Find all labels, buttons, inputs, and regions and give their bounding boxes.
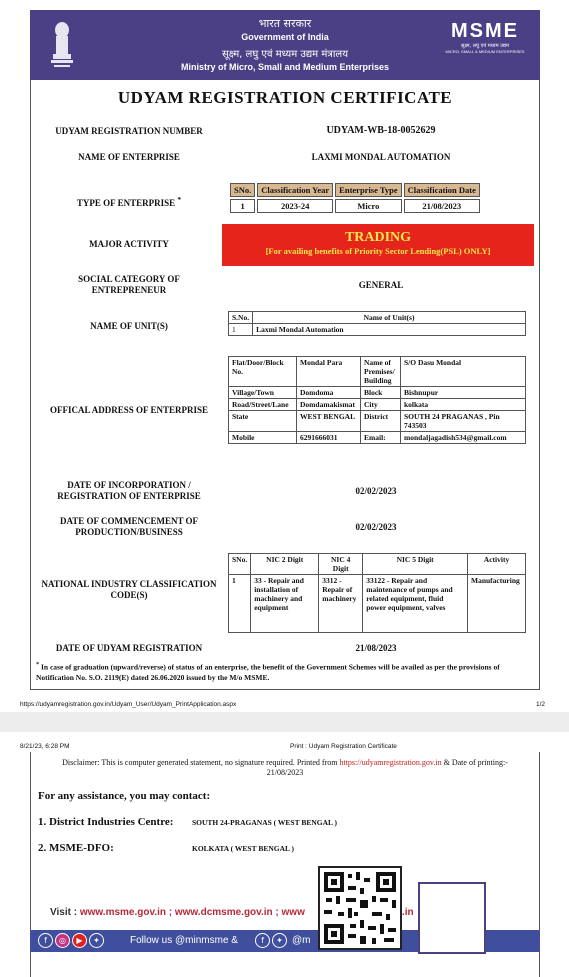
twitter-icon[interactable]: ✦ [272, 933, 287, 948]
commencement-date: 02/02/2023 [355, 522, 397, 532]
major-activity-banner [222, 224, 534, 266]
table-cell: 33122 - Repair and maintenance of pumps and related equipment, fluid power equipment, valves [363, 575, 468, 633]
msme-logo-tag-hindi: सूक्ष्म, लघु एवं मध्यम उद्यम [460, 43, 510, 49]
table-cell: Mobile [229, 432, 297, 444]
table-cell: Bishnupur [401, 387, 526, 399]
enterprise-name-value: LAXMI MONDAL AUTOMATION [311, 152, 451, 162]
enterprise-type-footnote-mark: * [177, 195, 182, 204]
table-header-cell: Enterprise Type [335, 183, 401, 197]
assistance-heading: For any assistance, you may contact: [38, 790, 211, 802]
table-cell: Manufacturing [468, 575, 526, 633]
footnote-mark: * [36, 661, 40, 668]
enterprise-type-label-text: TYPE OF ENTERPRISE [76, 198, 176, 208]
dfo-value: KOLKATA ( WEST BENGAL ) [192, 844, 294, 853]
graduation-footnote [36, 660, 536, 683]
table-cell: Road/Street/Lane [229, 399, 297, 411]
follow-text: Follow us @minmsme & [130, 935, 238, 946]
table-header-cell: Classification Date [404, 183, 480, 197]
table-cell: Mondal Para [297, 357, 361, 387]
table-cell: Laxmi Mondal Automation [253, 324, 526, 336]
incorporation-date: 02/02/2023 [355, 486, 397, 496]
gov-hindi-title: भारत सरकार [258, 17, 312, 30]
table-cell: Flat/Door/Block No. [229, 357, 297, 387]
instagram-icon[interactable]: ◎ [55, 933, 70, 948]
udyam-date-value: 21/08/2023 [355, 643, 397, 653]
social-icons-secondary [255, 933, 287, 948]
print-timestamp: 8/21/23, 6:28 PM [20, 743, 70, 750]
disclaimer-link[interactable]: https://udyamregistration.gov.in [339, 758, 442, 767]
registration-number-label: UDYAM REGISTRATION NUMBER [55, 126, 203, 136]
ministry-english-title: Ministry of Micro, Small and Medium Enterprises [180, 62, 390, 72]
table-cell: WEST BENGAL [297, 411, 361, 432]
msme-logo-text: MSME [451, 20, 519, 42]
table-header-cell: Classification Year [257, 183, 333, 197]
address-table [228, 356, 526, 444]
table-cell: 33 - Repair and installation of machinery and equipment [251, 575, 319, 633]
table-row [230, 199, 480, 213]
table-header-row [229, 554, 526, 575]
enterprise-name-label: NAME OF ENTERPRISE [78, 152, 180, 162]
qr-code-icon [320, 868, 400, 948]
table-cell: 6291666031 [297, 432, 361, 444]
dic-label: 1. District Industries Centre: [38, 816, 174, 828]
table-cell: Name of Premises/ Building [361, 357, 401, 387]
table-cell: S/O Dasu Mondal [401, 357, 526, 387]
registration-number-value: UDYAM-WB-18-0052629 [326, 125, 436, 136]
table-header-cell: NIC 4 Digit [319, 554, 363, 575]
table-cell: Block [361, 387, 401, 399]
table-cell: Village/Town [229, 387, 297, 399]
table-row [229, 575, 526, 633]
table-cell: Micro [335, 199, 401, 213]
table-header-cell: NIC 5 Digit [363, 554, 468, 575]
msme-logo [444, 20, 526, 54]
address-label: OFFICAL ADDRESS OF ENTERPRISE [50, 405, 208, 415]
disclaimer-date: 21/08/2023 [266, 768, 304, 777]
table-cell: SOUTH 24 PRAGANAS , Pin 743503 [401, 411, 526, 432]
table-cell: Email: [361, 432, 401, 444]
table-cell: 1 [229, 575, 251, 633]
visit-link-tail-text[interactable]: .in [402, 907, 414, 918]
table-cell: Domdoma [297, 387, 361, 399]
photo-placeholder [418, 882, 486, 954]
table-row [229, 432, 526, 444]
table-row [229, 324, 526, 336]
table-row [229, 399, 526, 411]
facebook-icon[interactable]: f [38, 933, 53, 948]
social-category-value: GENERAL [358, 280, 404, 290]
table-cell: District [361, 411, 401, 432]
facebook-icon[interactable]: f [255, 933, 270, 948]
units-table [228, 311, 526, 336]
certificate-page-2 [0, 732, 569, 977]
table-header-cell: Activity [468, 554, 526, 575]
gov-english-title: Government of India [241, 32, 329, 42]
udyam-date-label: DATE OF UDYAM REGISTRATION [55, 643, 203, 653]
table-cell: Domdamakismat [297, 399, 361, 411]
msme-logo-tag-english: MICRO, SMALL & MEDIUM ENTERPRISES [445, 49, 525, 54]
social-icons [38, 933, 104, 948]
table-header-cell: S.No. [229, 312, 253, 324]
ministry-hindi-title: सूक्ष्म, लघु एवं मध्यम उद्यम मंत्रालय [222, 49, 348, 60]
disclaimer [40, 758, 530, 778]
visit-link-tail [402, 907, 414, 918]
table-row [229, 411, 526, 432]
table-cell: 21/08/2023 [404, 199, 480, 213]
table-cell: 1 [229, 324, 253, 336]
twitter-icon[interactable]: ✦ [89, 933, 104, 948]
enterprise-type-table [228, 181, 482, 215]
table-row [229, 387, 526, 399]
page-number: 1/2 [535, 701, 545, 708]
table-header-cell: Name of Unit(s) [253, 312, 526, 324]
follow-tail: @m [292, 935, 311, 946]
visit-links[interactable]: www.msme.gov.in ; www.dcmsme.gov.in ; www [79, 907, 305, 918]
visit-label: Visit : [50, 907, 78, 918]
table-cell: mondaljagadish534@gmail.com [401, 432, 526, 444]
print-url: https://udyamregistration.gov.in/Udyam_User/Udyam_PrintApplication.aspx [20, 701, 237, 708]
disclaimer-date-label: & Date of printing:- [443, 758, 508, 767]
footnote-text: In case of graduation (upward/reverse) of status of an enterprise, the benefit of the Government Schemes will be availed as per the provisions of Notification No. S.O. 2119(E) dated 26.06.2020 issued by the M/o MSME. [36, 662, 500, 682]
gov-header-banner [30, 10, 540, 80]
table-header-row [229, 312, 526, 324]
disclaimer-text: Disclaimer: This is computer generated statement, no signature required. Printed from [62, 758, 338, 767]
print-title: Print : Udyam Registration Certificate [290, 743, 397, 750]
table-row [229, 357, 526, 387]
table-header-cell: NIC 2 Digit [251, 554, 319, 575]
certificate-title: UDYAM REGISTRATION CERTIFICATE [117, 88, 453, 107]
page-gap [0, 712, 569, 732]
social-category-label: SOCIAL CATEGORY OF ENTREPRENEUR [78, 274, 180, 295]
dfo-label: 2. MSME-DFO: [38, 842, 114, 854]
youtube-icon[interactable]: ▶ [72, 933, 87, 948]
table-cell: 2023-24 [257, 199, 333, 213]
major-activity-label: MAJOR ACTIVITY [89, 239, 169, 249]
table-cell: 1 [230, 199, 255, 213]
dic-value: SOUTH 24-PRAGANAS ( WEST BENGAL ) [192, 818, 337, 827]
table-header-cell: SNo. [229, 554, 251, 575]
major-activity-note: [For availing benefits of Priority Sector Lending(PSL) ONLY] [265, 246, 491, 256]
table-header-row [230, 183, 480, 197]
nic-label: NATIONAL INDUSTRY CLASSIFICATION CODE(S) [41, 579, 217, 600]
table-cell: State [229, 411, 297, 432]
incorporation-label: DATE OF INCORPORATION / REGISTRATION OF ENTERPRISE [57, 480, 201, 501]
qr-code [318, 866, 402, 950]
nic-table [228, 553, 526, 633]
table-header-cell: SNo. [230, 183, 255, 197]
units-label: NAME OF UNIT(S) [90, 321, 168, 331]
visit-line [50, 907, 305, 918]
table-cell: 3312 - Repair of machinery [319, 575, 363, 633]
enterprise-type-label [38, 194, 220, 209]
commencement-label: DATE OF COMMENCEMENT OF PRODUCTION/BUSINESS [59, 516, 199, 537]
table-cell: kolkata [401, 399, 526, 411]
major-activity-value: TRADING [344, 230, 412, 245]
table-cell: City [361, 399, 401, 411]
